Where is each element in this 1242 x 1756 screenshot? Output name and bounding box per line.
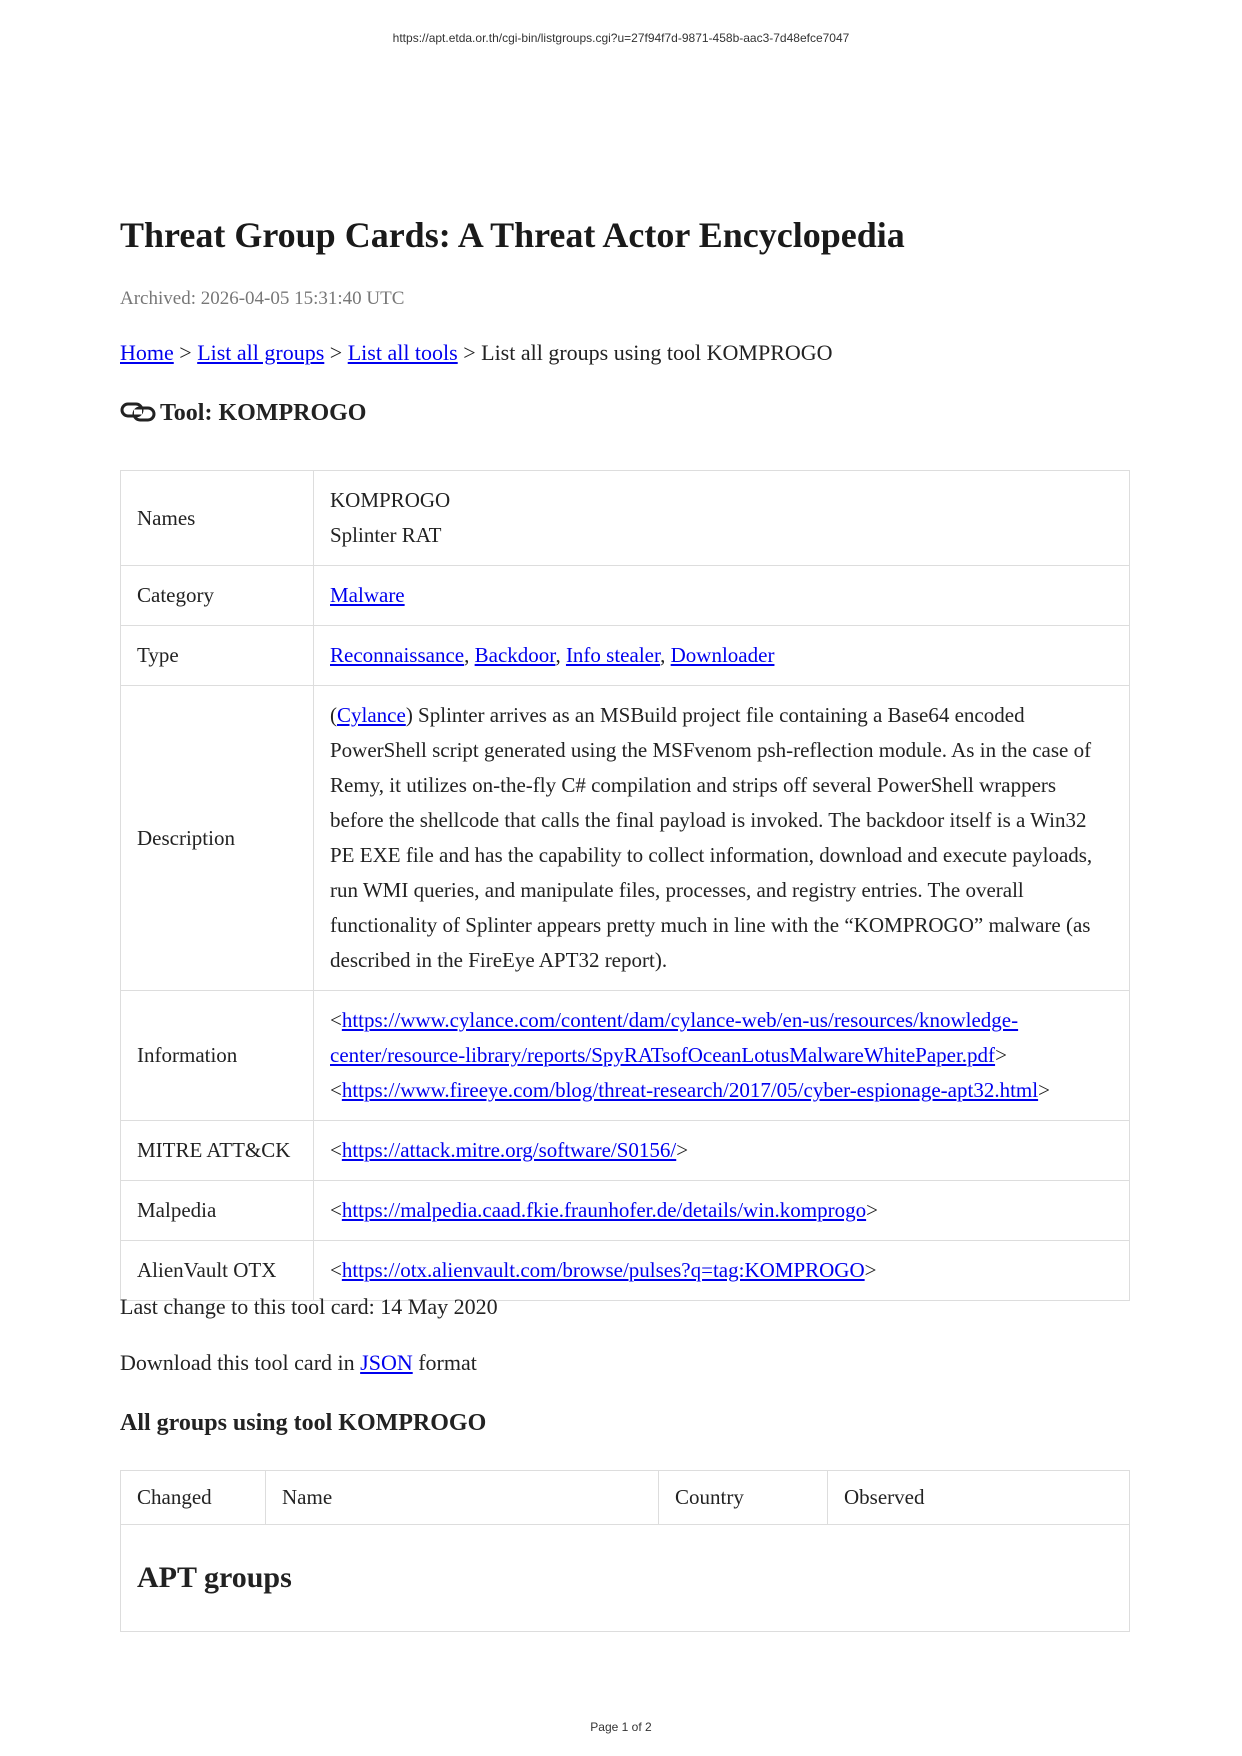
information-value [314,991,1130,1121]
breadcrumb-current: > List all groups using tool KOMPROGO [457,340,833,365]
bracket: > [676,1138,689,1162]
link-icon [120,400,156,424]
malpedia-value [314,1181,1130,1241]
type-link[interactable]: Downloader [670,643,775,667]
column-header-observed[interactable]: Observed [828,1471,1130,1525]
download-line [120,1350,477,1376]
category-value [314,566,1130,626]
breadcrumb-home-link[interactable]: Home [120,340,174,365]
json-download-link[interactable]: JSON [360,1350,413,1375]
table-row-category [121,566,1130,626]
table-row-description [121,686,1130,991]
groups-section-cell [121,1525,1130,1632]
row-label: Malpedia [121,1181,314,1241]
table-row-mitre [121,1121,1130,1181]
category-link[interactable]: Malware [330,583,405,607]
column-header-name[interactable]: Name [266,1471,659,1525]
tool-info-table [120,470,1130,1301]
groups-header-row [121,1471,1130,1525]
description-paren: ( [330,703,337,727]
groups-section-row [121,1525,1130,1632]
type-separator: , [555,643,566,667]
bracket: > [864,1258,877,1282]
download-prefix: Download this tool card in [120,1350,361,1375]
mitre-value [314,1121,1130,1181]
bracket: < [330,1078,342,1102]
malpedia-link[interactable]: https://malpedia.caad.fkie.fraunhofer.de/details/win.komprogo [341,1198,867,1222]
type-link[interactable]: Info stealer [565,643,661,667]
type-link[interactable]: Backdoor [474,643,556,667]
description-text: ) Splinter arrives as an MSBuild project file containing a Base64 encoded PowerShell script generated using the MSFvenom psh-reflection module. As in the case of Remy, it utilizes on-the-fly C# compilation and strips off several PowerShell wrappers before the shellcode that calls the final payload is invoked. The backdoor itself is a Win32 PE EXE file and has the capability to collect information, download and execute payloads, run WMI queries, and manipulate files, processes, and registry entries. The overall functionality of Splinter appears pretty much in line with the “KOMPROGO” malware (as described in the FireEye APT32 report). [330,703,1093,972]
bracket: > [1038,1078,1050,1102]
tool-heading-text: Tool: KOMPROGO [160,400,367,426]
page-number: Page 1 of 2 [590,1720,652,1734]
bracket: > [866,1198,878,1222]
type-separator: , [660,643,671,667]
row-label: Information [121,991,314,1121]
page-title: Threat Group Cards: A Threat Actor Encyclopedia [120,215,905,255]
bracket: > [995,1043,1007,1067]
archived-timestamp: Archived: 2026-04-05 15:31:40 UTC [120,288,405,309]
bracket: < [330,1008,342,1032]
name-primary: KOMPROGO [330,488,451,512]
row-label: Type [121,626,314,686]
breadcrumb-tools-link[interactable]: List all tools [347,340,458,365]
table-row-type [121,626,1130,686]
table-row-names [121,471,1130,566]
groups-table [120,1470,1130,1632]
tool-heading [120,400,366,427]
column-header-country[interactable]: Country [659,1471,828,1525]
row-label: AlienVault OTX [121,1241,314,1301]
breadcrumb-separator: > [173,340,198,365]
bracket: < [330,1258,342,1282]
type-separator: , [464,643,475,667]
apt-groups-heading: APT groups [137,1561,292,1594]
information-link[interactable]: https://www.cylance.com/content/dam/cylance-web/en-us/resources/knowledge-center/resource-library/reports/SpyRATsofOceanLotusMalwareWhitePaper.pdf [330,1008,1019,1067]
table-row-otx [121,1241,1130,1301]
type-link[interactable]: Reconnaissance [330,643,465,667]
information-link[interactable]: https://www.fireeye.com/blog/threat-research/2017/05/cyber-espionage-apt32.html [341,1078,1039,1102]
description-source-link[interactable]: Cylance [337,703,406,727]
breadcrumb [120,340,833,366]
page-url-header: https://apt.etda.or.th/cgi-bin/listgroups.cgi?u=27f94f7d-9871-458b-aac3-7d48efce7047 [392,31,850,45]
row-label: Description [121,686,314,991]
row-label: MITRE ATT&CK [121,1121,314,1181]
otx-value [314,1241,1130,1301]
mitre-link[interactable]: https://attack.mitre.org/software/S0156/ [341,1138,677,1162]
last-change-text: Last change to this tool card: 14 May 2020 [120,1294,498,1319]
download-suffix: format [412,1350,477,1375]
table-row-malpedia [121,1181,1130,1241]
row-label: Category [121,566,314,626]
name-alias: Splinter RAT [330,523,442,547]
otx-link[interactable]: https://otx.alienvault.com/browse/pulses?q=tag:KOMPROGO [341,1258,865,1282]
table-row-information [121,991,1130,1121]
groups-heading: All groups using tool KOMPROGO [120,1410,487,1436]
bracket: < [330,1198,342,1222]
description-value [314,686,1130,991]
type-value [314,626,1130,686]
bracket: < [330,1138,342,1162]
breadcrumb-groups-link[interactable]: List all groups [197,340,325,365]
row-label: Names [121,471,314,566]
names-value [314,471,1130,566]
column-header-changed[interactable]: Changed [121,1471,266,1525]
breadcrumb-separator: > [324,340,348,365]
